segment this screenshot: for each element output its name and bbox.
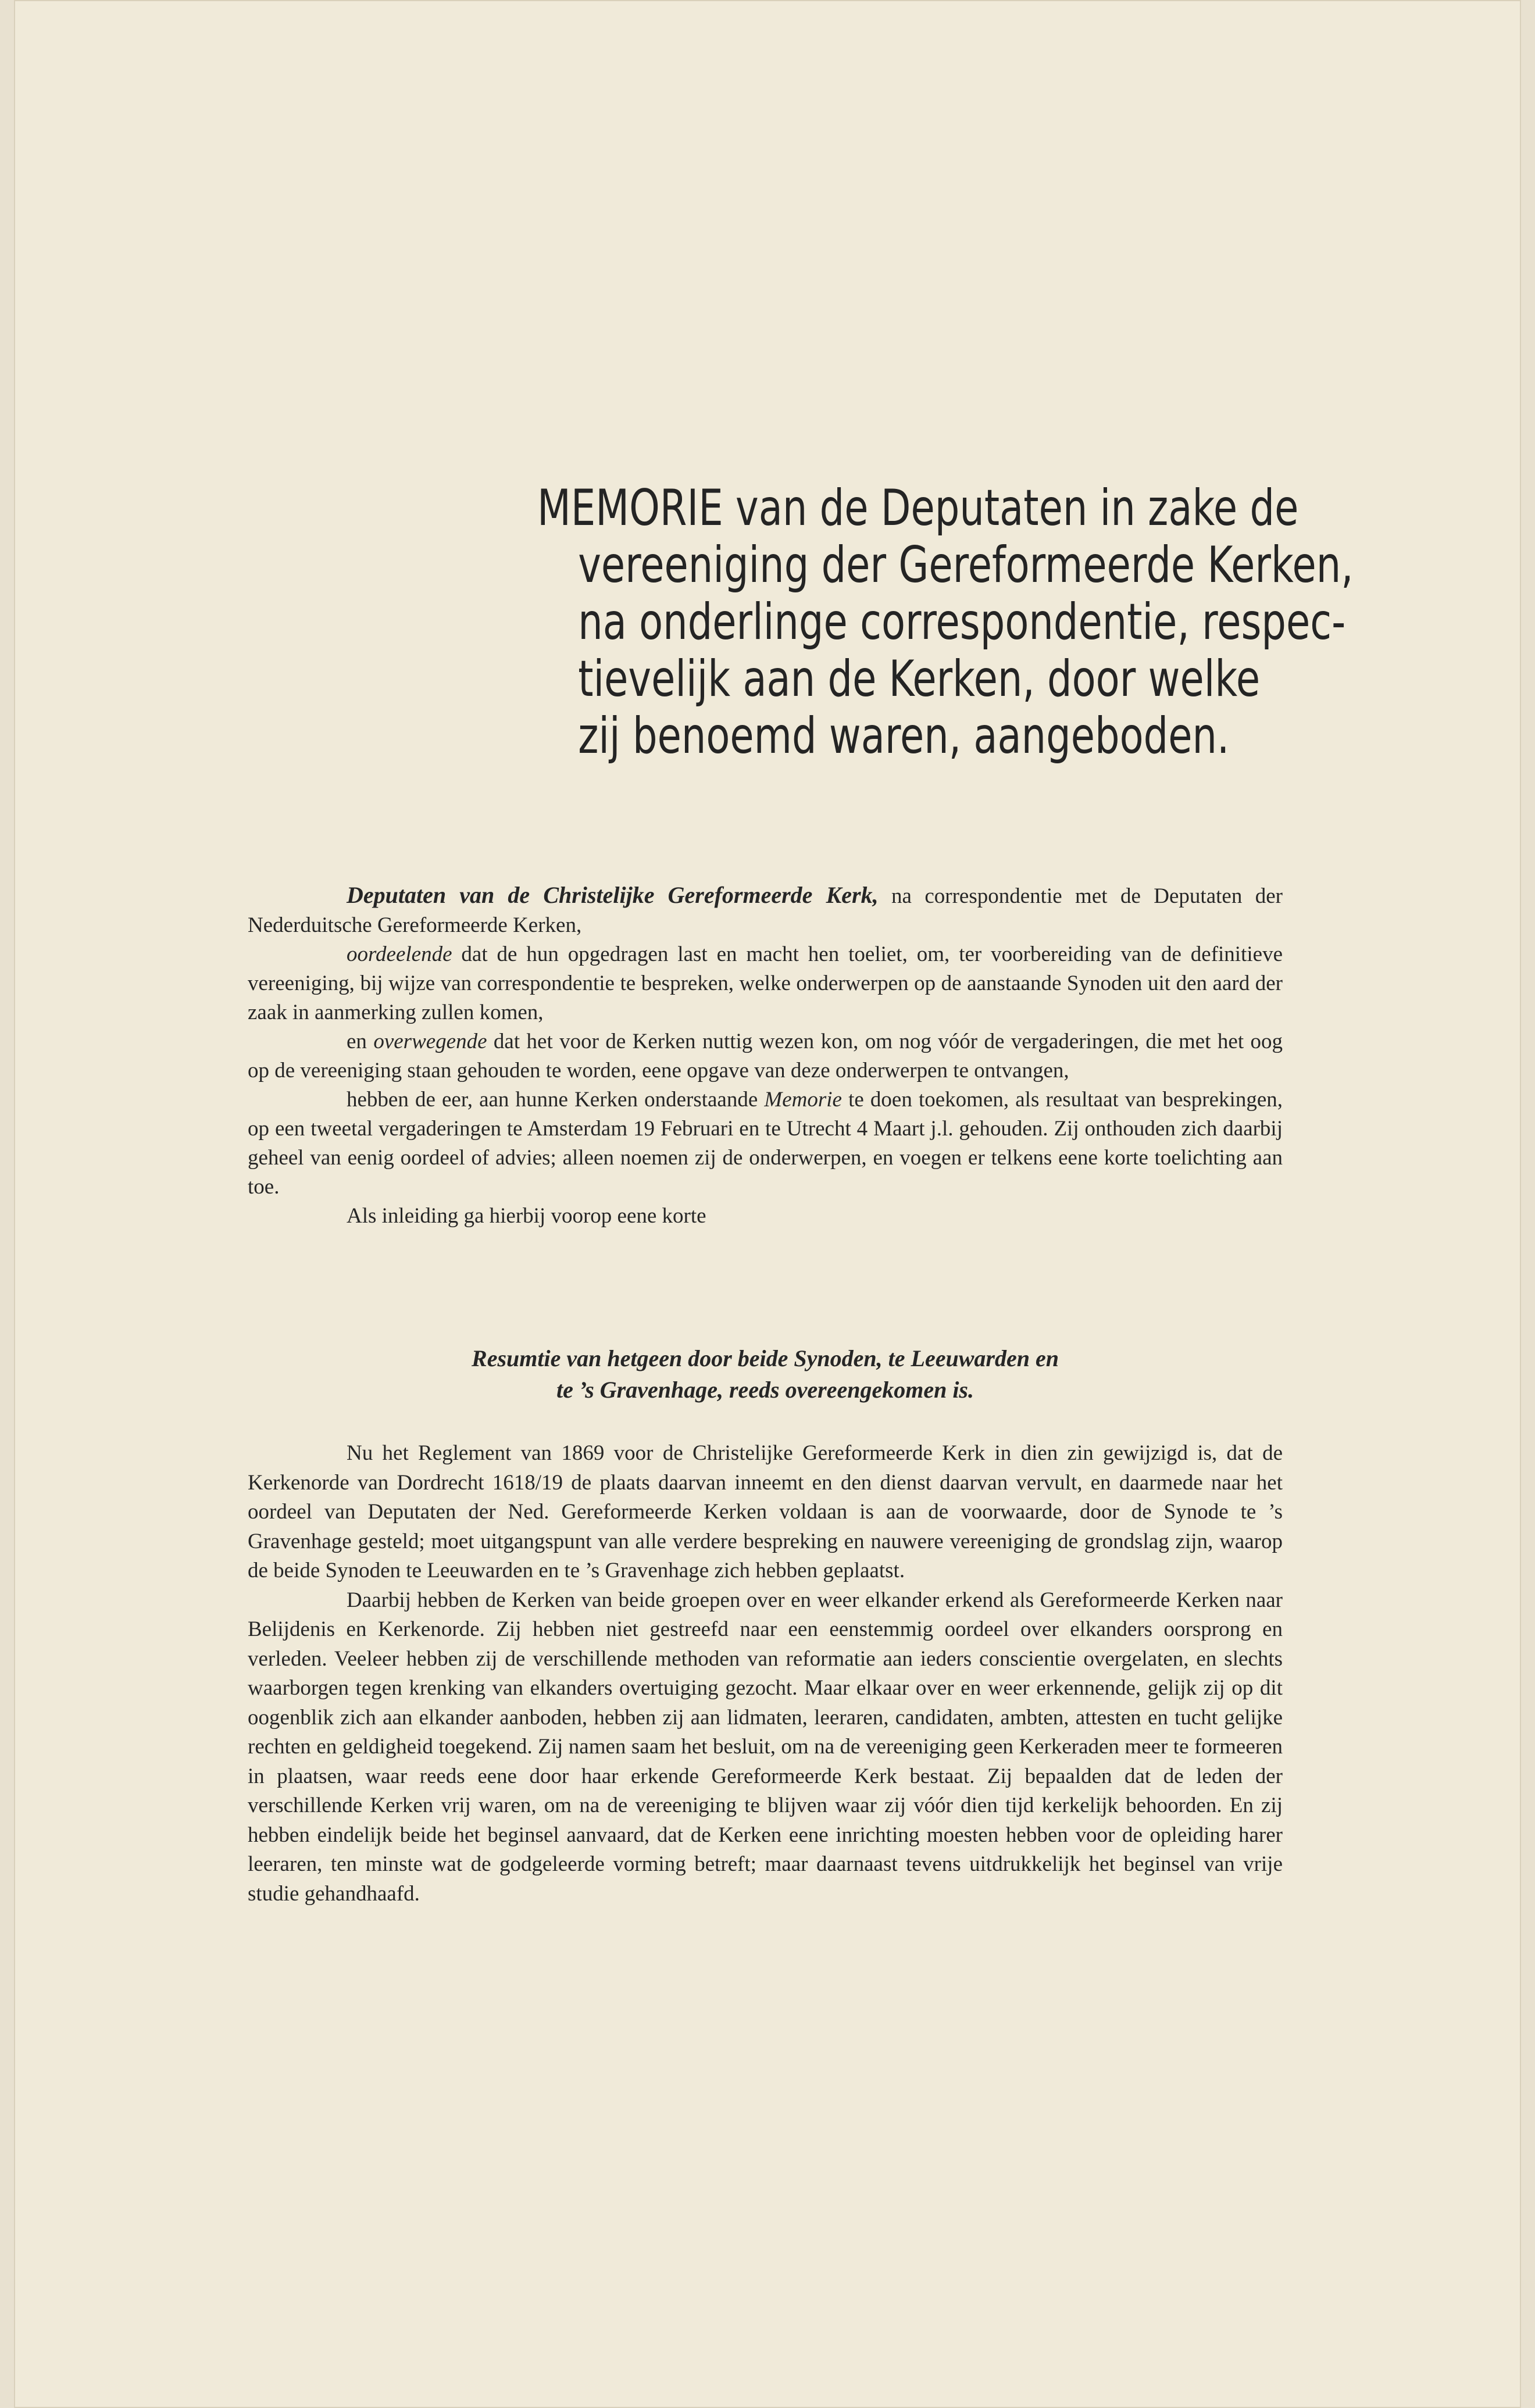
title-line-2: vereeniging der Gereformeerde Kerken, bbox=[578, 536, 1354, 594]
section-heading-line-1: Resumtie van hetgeen door beide Synoden, te Leeuwarden en bbox=[472, 1345, 1059, 1371]
intro-paragraph-5: Als inleiding ga hierbij voorop eene korte bbox=[347, 1204, 706, 1228]
section-heading bbox=[248, 1343, 1283, 1406]
intro-section bbox=[248, 881, 1283, 1231]
memorie-title bbox=[537, 479, 1354, 765]
resumtie-body bbox=[248, 1439, 1283, 1909]
intro-p4-start: hebben de eer, aan hunne Kerken onderstaande bbox=[347, 1088, 765, 1112]
title-line-3: na onderlinge correspondentie, respec- bbox=[578, 593, 1346, 651]
body-paragraph-1: Nu het Reglement van 1869 voor de Christelijke Gereformeerde Kerk in dien zin gewijzigd is, dat de Kerkenorde van Dordrecht 1618/19 de plaats daarvan inneemt en den dienst daarvan vervult, en daarmede naar het oordeel van Deputaten der Ned. Gereformeerde Kerken voldaan is aan de voorwaarde, door de Synode te ’s Gravenhage gesteld; moet uitgangspunt van alle verdere bespreking en nauwere vereeniging de grondslag zijn, waarop de beide Synoden te Leeuwarden en te ’s Gravenhage zich hebben geplaatst. bbox=[248, 1441, 1283, 1582]
intro-paragraph-3 bbox=[248, 1027, 1283, 1085]
body-paragraph-2: Daarbij hebben de Kerken van beide groepen over en weer elkander erkend als Gereformeerde Kerken naar Belijdenis en Kerkenorde. Zij hebben niet gestreefd naar een eenstemmig oordeel over elkanders oorsprong en verleden. Veeleer hebben zij de verschillende methoden van reformatie aan ieders conscientie overgelaten, en slechts waarborgen tegen krenking van elkanders overtuiging gezocht. Maar elkaar over en weer erkennende, gelijk zij op dit oogenblik zich aan elkander aanboden, hebben zij aan lidmaten, leeraren, candidaten, ambten, attesten en tucht gelijke rechten en geldigheid toegekend. Zij namen saam het besluit, om na de vereeniging geen Kerkeraden meer te formeeren in plaatsen, waar reeds eene door haar erkende Gereformeerde Kerk bestaat. Zij bepaalden dat de leden der verschillende Kerken vrij waren, om na de vereeniging te blijven waar zij vóór dien tijd kerkelijk behoorden. En zij hebben eindelijk beide het beginsel aanvaard, dat de Kerken eene inrichting moesten hebben voor de opleiding harer leeraren, ten minste wat de godgeleerde vorming betreft; maar daarnaast tevens uitdrukkelijk het beginsel van vrije studie gehandhaafd. bbox=[248, 1588, 1283, 1906]
intro-paragraph-2 bbox=[248, 940, 1283, 1027]
memorie-italic: Memorie bbox=[764, 1088, 842, 1112]
title-line-1: MEMORIE van de Deputaten in zake de bbox=[537, 479, 1299, 537]
intro-p3-start: en bbox=[347, 1030, 374, 1053]
intro-p1-text: na correspondentie met de Deputaten der Nederduitsche Gereformeerde Kerken, bbox=[248, 884, 1283, 937]
intro-p2-text: dat de hun opgedragen last en macht hen toeliet, om, ter voorbereiding van de definitieve vereeniging, bij wijze van correspondentie te bespreken, welke onderwerpen op de aanstaande Synoden uit den aard der zaak in aanmerking zullen komen, bbox=[248, 942, 1283, 1024]
oordeelende-lead: oordeelende bbox=[347, 942, 452, 966]
intro-paragraph-4 bbox=[248, 1085, 1283, 1202]
intro-p3-text: dat het voor de Kerken nuttig wezen kon, om nog vóór de vergaderingen, die met het oog op de vereeniging staan gehouden te worden, eene opgave van deze onderwerpen te ontvangen, bbox=[248, 1030, 1283, 1082]
title-line-4: tievelijk aan de Kerken, door welke bbox=[578, 650, 1261, 708]
deputaten-lead: Deputaten van de Christelijke Gereformeerde Kerk, bbox=[347, 882, 879, 908]
document-page bbox=[14, 0, 1521, 2408]
title-continuation bbox=[537, 536, 1354, 765]
intro-p4-text: te doen toekomen, als resultaat van besprekingen, op een tweetal vergaderingen te Amsterdam 19 Februari en te Utrecht 4 Maart j.l. gehouden. Zij onthouden zich daarbij geheel van eenig oordeel of advies; alleen noemen zij de onderwerpen, en voegen er telkens eene korte toelichting aan toe. bbox=[248, 1088, 1283, 1199]
section-heading-line-2: te ’s Gravenhage, reeds overeengekomen is. bbox=[556, 1377, 974, 1403]
overwegende-lead: overwegende bbox=[373, 1030, 487, 1053]
intro-paragraph-1 bbox=[248, 881, 1283, 940]
title-line-5: zij benoemd waren, aangeboden. bbox=[578, 707, 1230, 765]
